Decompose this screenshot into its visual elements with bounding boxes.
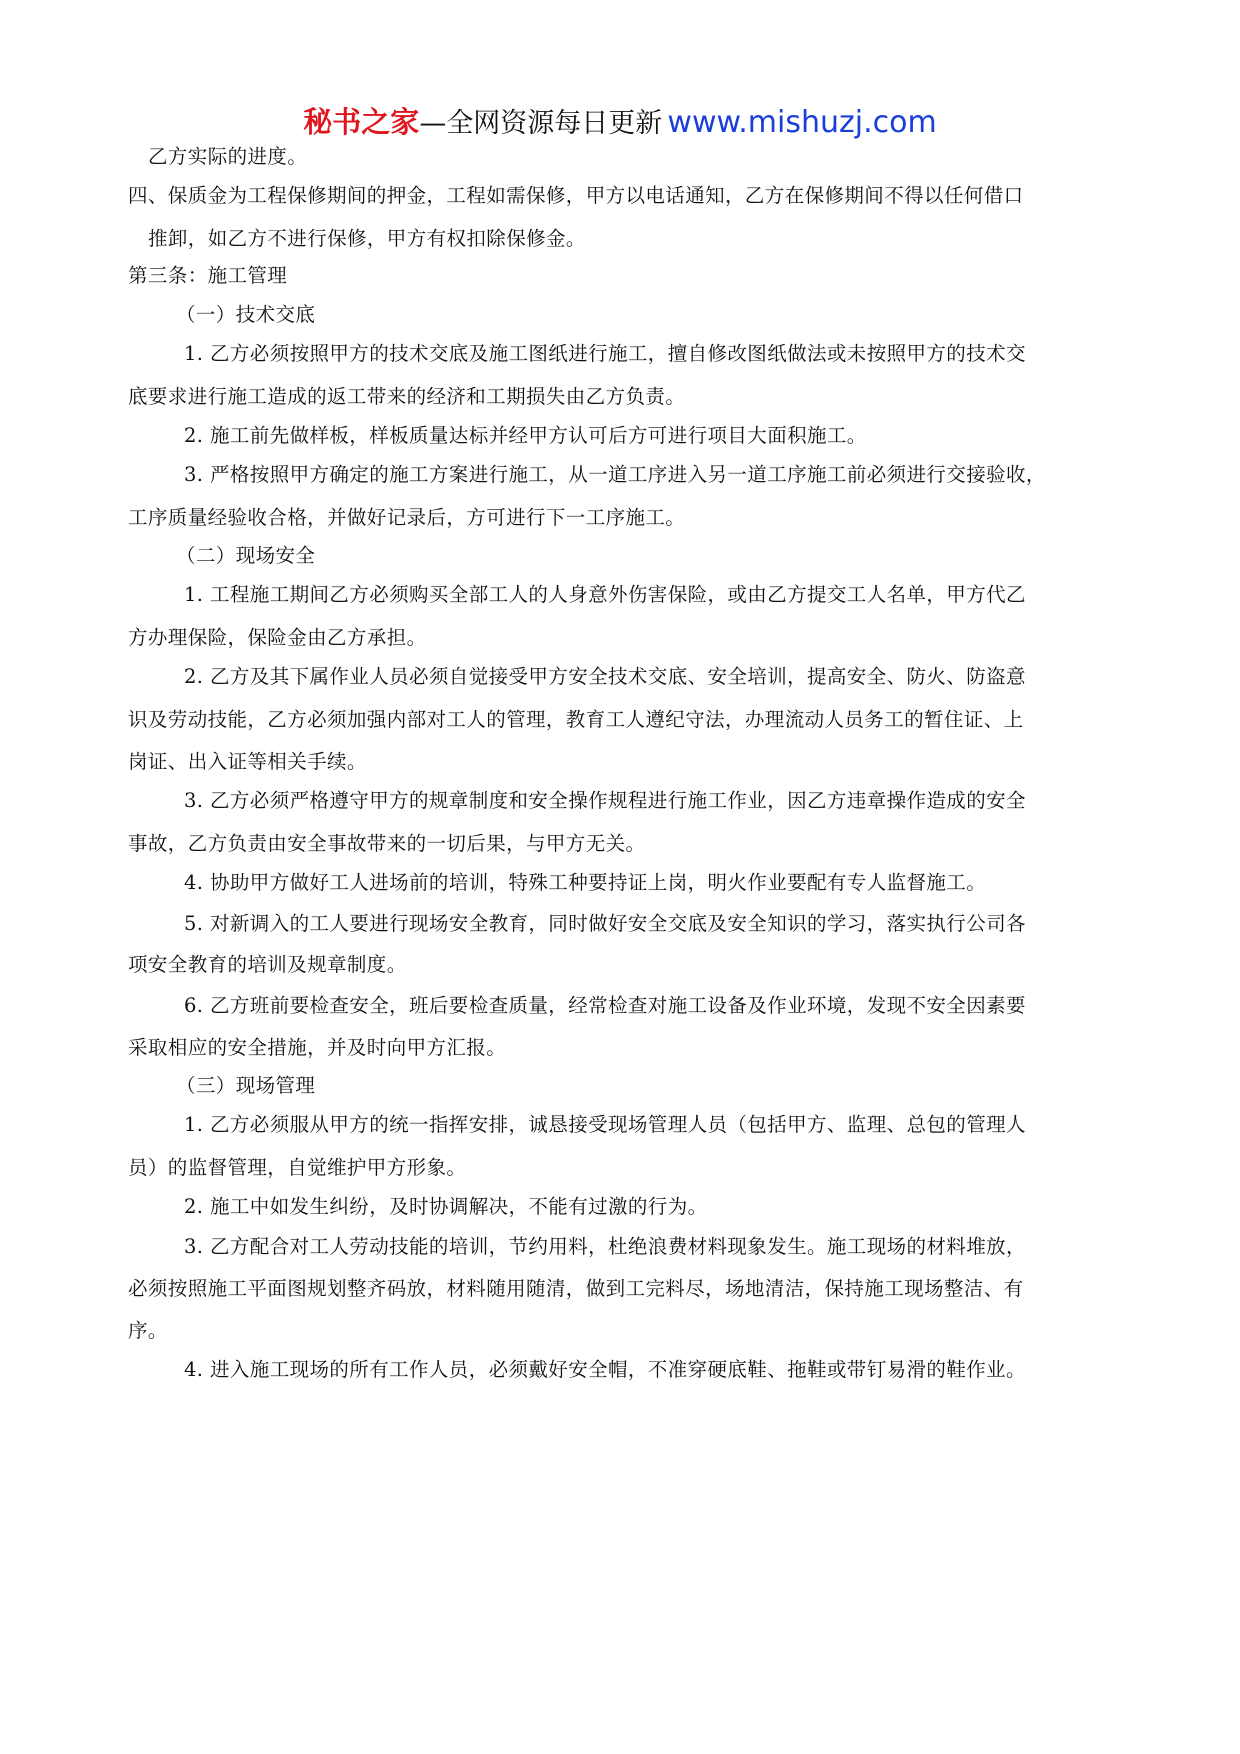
text-line-28: 3. 乙方配合对工人劳动技能的培训，节约用料，杜绝浪费材料现象发生。施工现场的材料堆放， <box>184 1235 1026 1258</box>
text-line-8: 2. 施工前先做样板，样板质量达标并经甲方认可后方可进行项目大面积施工。 <box>184 424 867 447</box>
text-line-29: 必须按照施工平面图规划整齐码放，材料随用随清，做到工完料尽，场地清洁，保持施工现场整洁、有 <box>128 1277 1024 1300</box>
subsection-heading: （二）现场安全 <box>176 544 316 567</box>
text-line-14: 2. 乙方及其下属作业人员必须自觉接受甲方安全技术交底、安全培训，提高安全、防火、防盗意 <box>184 665 1026 688</box>
text-line-25: 1. 乙方必须服从甲方的统一指挥安排，诚恳接受现场管理人员（包括甲方、监理、总包的管理人 <box>184 1113 1026 1136</box>
text-line-6: 1. 乙方必须按照甲方的技术交底及施工图纸进行施工，擅自修改图纸做法或未按照甲方的技术交 <box>184 342 1026 365</box>
text-line-2: 四、保质金为工程保修期间的押金，工程如需保修，甲方以电话通知，乙方在保修期间不得以任何借口 <box>128 184 1024 207</box>
text-line-12: 1. 工程施工期间乙方必须购买全部工人的人身意外伤害保险，或由乙方提交工人名单，甲方代乙 <box>184 583 1026 606</box>
text-line-22: 6. 乙方班前要检查安全，班后要检查质量，经常检查对施工设备及作业环境，发现不安全因素要 <box>184 994 1026 1017</box>
text-line-18: 事故，乙方负责由安全事故带来的一切后果，与甲方无关。 <box>128 832 646 855</box>
text-line-16: 岗证、出入证等相关手续。 <box>128 750 367 773</box>
text-line-26: 员）的监督管理，自觉维护甲方形象。 <box>128 1156 467 1179</box>
text-line-1: 乙方实际的进度。 <box>148 145 308 168</box>
text-line-3: 推卸，如乙方不进行保修，甲方有权扣除保修金。 <box>148 227 586 250</box>
text-line-27: 2. 施工中如发生纠纷，及时协调解决，不能有过激的行为。 <box>184 1195 708 1218</box>
site-tagline: —全网资源每日更新 <box>419 108 663 139</box>
text-line-30: 序。 <box>128 1319 168 1342</box>
text-line-31: 4. 进入施工现场的所有工作人员，必须戴好安全帽，不准穿硬底鞋、拖鞋或带钉易滑的鞋作业。 <box>184 1358 1026 1381</box>
text-line-10: 工序质量经验收合格，并做好记录后，方可进行下一工序施工。 <box>128 506 686 529</box>
page-header <box>0 100 1240 141</box>
text-line-19: 4. 协助甲方做好工人进场前的培训，特殊工种要持证上岗，明火作业要配有专人监督施工。 <box>184 871 987 894</box>
text-line-9: 3. 严格按照甲方确定的施工方案进行施工，从一道工序进入另一道工序施工前必须进行交接验收， <box>184 463 1046 486</box>
text-line-15: 识及劳动技能，乙方必须加强内部对工人的管理，教育工人遵纪守法，办理流动人员务工的暂住证、上 <box>128 708 1024 731</box>
section-heading: 第三条：施工管理 <box>128 264 288 287</box>
text-line-20: 5. 对新调入的工人要进行现场安全教育，同时做好安全交底及安全知识的学习，落实执行公司各 <box>184 912 1026 935</box>
site-url-link[interactable]: www.mishuzj.com <box>667 105 937 140</box>
text-line-13: 方办理保险，保险金由乙方承担。 <box>128 626 427 649</box>
text-line-23: 采取相应的安全措施，并及时向甲方汇报。 <box>128 1036 507 1059</box>
text-line-17: 3. 乙方必须严格遵守甲方的规章制度和安全操作规程进行施工作业，因乙方违章操作造成的安全 <box>184 789 1026 812</box>
subsection-heading: （三）现场管理 <box>176 1074 316 1097</box>
text-line-21: 项安全教育的培训及规章制度。 <box>128 953 407 976</box>
text-line-7: 底要求进行施工造成的返工带来的经济和工期损失由乙方负责。 <box>128 385 686 408</box>
subsection-heading: （一）技术交底 <box>176 303 316 326</box>
site-brand: 秘书之家 <box>303 105 420 139</box>
